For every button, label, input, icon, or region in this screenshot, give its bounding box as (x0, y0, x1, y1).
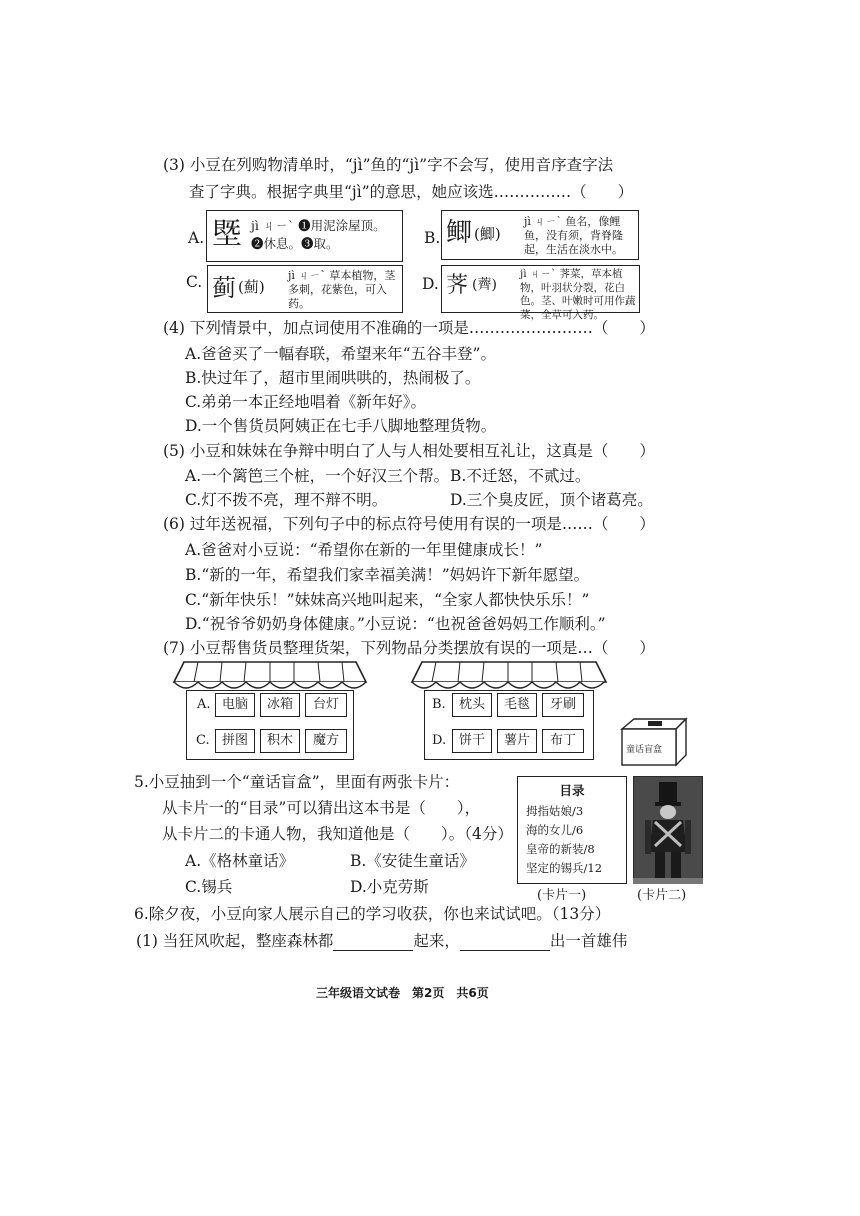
blind-box-label: 童话盲盒 (626, 745, 663, 755)
q5b-line3: 从卡片二的卡通人物，我知道他是（ ）。（4分） (162, 825, 513, 843)
q6b-line1-part-b: 起来， (413, 932, 460, 950)
page-footer: 三年级语文试卷 第2页 共6页 (316, 986, 489, 1000)
q6b-stem: 6.除夕夜，小豆向家人展示自己的学习收获，你也来试试吧。（13分） (134, 905, 611, 923)
shelf-c-item-3: 魔方 (305, 729, 347, 753)
q5-option-b: B.不迁怒，不贰过。 (450, 467, 591, 485)
shelf-a-label: A. (197, 697, 211, 712)
q6-option-c: C.“新年快乐！”妹妹高兴地叫起来，“全家人都快快乐乐！” (185, 591, 590, 609)
q5b-option-a: A.《格林童话》 (185, 852, 295, 870)
q6b-line1-part-a: (1) 当狂风吹起，整座森林都 (136, 932, 334, 950)
card-one-title: 目录 (559, 783, 585, 798)
dict-text-d: jì ㄐㄧˋ 荠菜，草本植物，叶羽状分裂，花白色。茎、叶嫩时可用作蔬菜，全草可入药。 (520, 268, 636, 321)
q5b-option-d: D.小克劳斯 (350, 878, 429, 896)
dict-text-b: jì ㄐㄧˋ 鱼名，像鲤鱼，没有须，背脊隆起，生活在淡水中。 (524, 215, 623, 256)
q6-stem: (6) 过年送祝福，下列句子中的标点符号使用有误的一项是……（ ） (163, 515, 655, 533)
q3-option-c-letter: C. (186, 273, 203, 291)
q5-option-a: A.一个篱笆三个桩，一个好汉三个帮。 (185, 467, 450, 485)
q5b-line1: 5.小豆抽到一个“童话盲盒”，里面有两张卡片： (134, 773, 460, 791)
q4-option-d: D.一个售货员阿姨正在七手八脚地整理货物。 (185, 417, 497, 435)
q3-option-a-letter: A. (188, 229, 205, 247)
dict-entry-c (207, 265, 403, 313)
shelf-c-item-1: 拼图 (215, 729, 255, 753)
card-one-line-3: 皇帝的新装/8 (526, 842, 595, 856)
card-two-caption: (卡片二) (637, 888, 687, 903)
shelf-d-item-3: 布丁 (542, 729, 584, 753)
q3-line2: 查了字典。根据字典里“jì”的意思，她应该选……………（ ） (189, 183, 634, 201)
answer-blank-2[interactable] (460, 934, 550, 951)
tin-soldier-illustration (633, 776, 703, 884)
q5-option-d: D.三个臭皮匠，顶个诸葛亮。 (450, 491, 653, 509)
card-one-line-1: 拇指姑娘/3 (526, 804, 584, 818)
dict-alt-c: (薊) (238, 278, 265, 296)
q3-option-d-letter: D. (422, 275, 439, 293)
shelf-b-label: B. (432, 697, 446, 712)
shelf-d-item-1: 饼干 (452, 729, 492, 753)
q4-option-c: C.弟弟一本正经地唱着《新年好》。 (185, 393, 426, 411)
q3-option-b-letter: B. (424, 229, 441, 247)
q3-line1: (3) 小豆在列购物清单时，“jì”鱼的“jì”字不会写，使用音序查字法 (163, 156, 614, 174)
shelf-a-item-2: 冰箱 (260, 693, 300, 717)
q5b-option-c: C.锡兵 (185, 878, 233, 896)
dict-char-b: 鲫 (446, 218, 473, 248)
dict-entry-d (441, 265, 640, 321)
dict-char-a: 塈 (212, 217, 242, 252)
card-one-contents (517, 776, 627, 884)
card-one-line-2: 海的女儿/6 (526, 823, 584, 837)
dict-entry-b (441, 210, 639, 260)
q6-option-b: B.“新的一年，希望我们家幸福美满！”妈妈许下新年愿望。 (185, 566, 590, 584)
shelf-b-item-3: 牙刷 (542, 693, 584, 717)
dict-alt-b: (鯽) (474, 225, 501, 243)
answer-blank-1[interactable] (333, 934, 413, 951)
card-one-caption: (卡片一) (537, 888, 587, 903)
shelf-d-item-2: 薯片 (497, 729, 537, 753)
q5-stem: (5) 小豆和妹妹在争辩中明白了人与人相处要相互礼让，这真是（ ） (163, 442, 655, 460)
shelf-a-item-3: 台灯 (305, 693, 347, 717)
dict-text-c: jì ㄐㄧˋ 草本植物，茎多刺，花紫色，可入药。 (288, 269, 396, 310)
dict-text-a: jì ㄐㄧˋ ❶用泥涂屋顶。❷休息。❸取。 (251, 218, 386, 251)
q4-option-b: B.快过年了，超市里闹哄哄的，热闹极了。 (185, 369, 481, 387)
q6-option-d: D.“祝爷爷奶奶身体健康。”小豆说：“也祝爸爸妈妈工作顺利。” (185, 615, 606, 633)
awning-left (172, 660, 368, 692)
awning-right (410, 660, 608, 692)
dict-char-c: 蓟 (212, 274, 236, 302)
q6b-line1-part-c: 出一首雄伟 (549, 932, 628, 950)
q4-option-a: A.爸爸买了一幅春联，希望来年“五谷丰登”。 (185, 345, 496, 363)
q5b-option-b: B.《安徒生童话》 (350, 852, 475, 870)
shelf-c-item-2: 积木 (260, 729, 300, 753)
q5b-line2: 从卡片一的“目录”可以猜出这本书是（ ）， (162, 799, 481, 817)
q5-option-c: C.灯不拨不亮，理不辩不明。 (185, 491, 388, 509)
shelf-a-item-1: 电脑 (215, 693, 255, 717)
shelf-d-label: D. (432, 733, 447, 748)
q7-stem: (7) 小豆帮售货员整理货架，下列物品分类摆放有误的一项是…（ ） (163, 639, 655, 657)
dict-alt-d: (薺) (472, 277, 497, 293)
blind-box-icon (620, 717, 690, 767)
shelf-c-label: C. (196, 733, 210, 748)
shelf-b-item-1: 枕头 (452, 693, 492, 717)
shelf-b-item-2: 毛毯 (497, 693, 537, 717)
q6-option-a: A.爸爸对小豆说：“希望你在新的一年里健康成长！” (185, 541, 543, 559)
card-one-line-4: 坚定的锡兵/12 (526, 861, 603, 875)
q6b-line1 (136, 931, 627, 951)
dict-char-d: 荠 (446, 273, 469, 298)
q4-stem: (4) 下列情景中，加点词使用不准确的一项是……………………（ ） (163, 319, 655, 337)
dict-entry-a (206, 210, 403, 262)
